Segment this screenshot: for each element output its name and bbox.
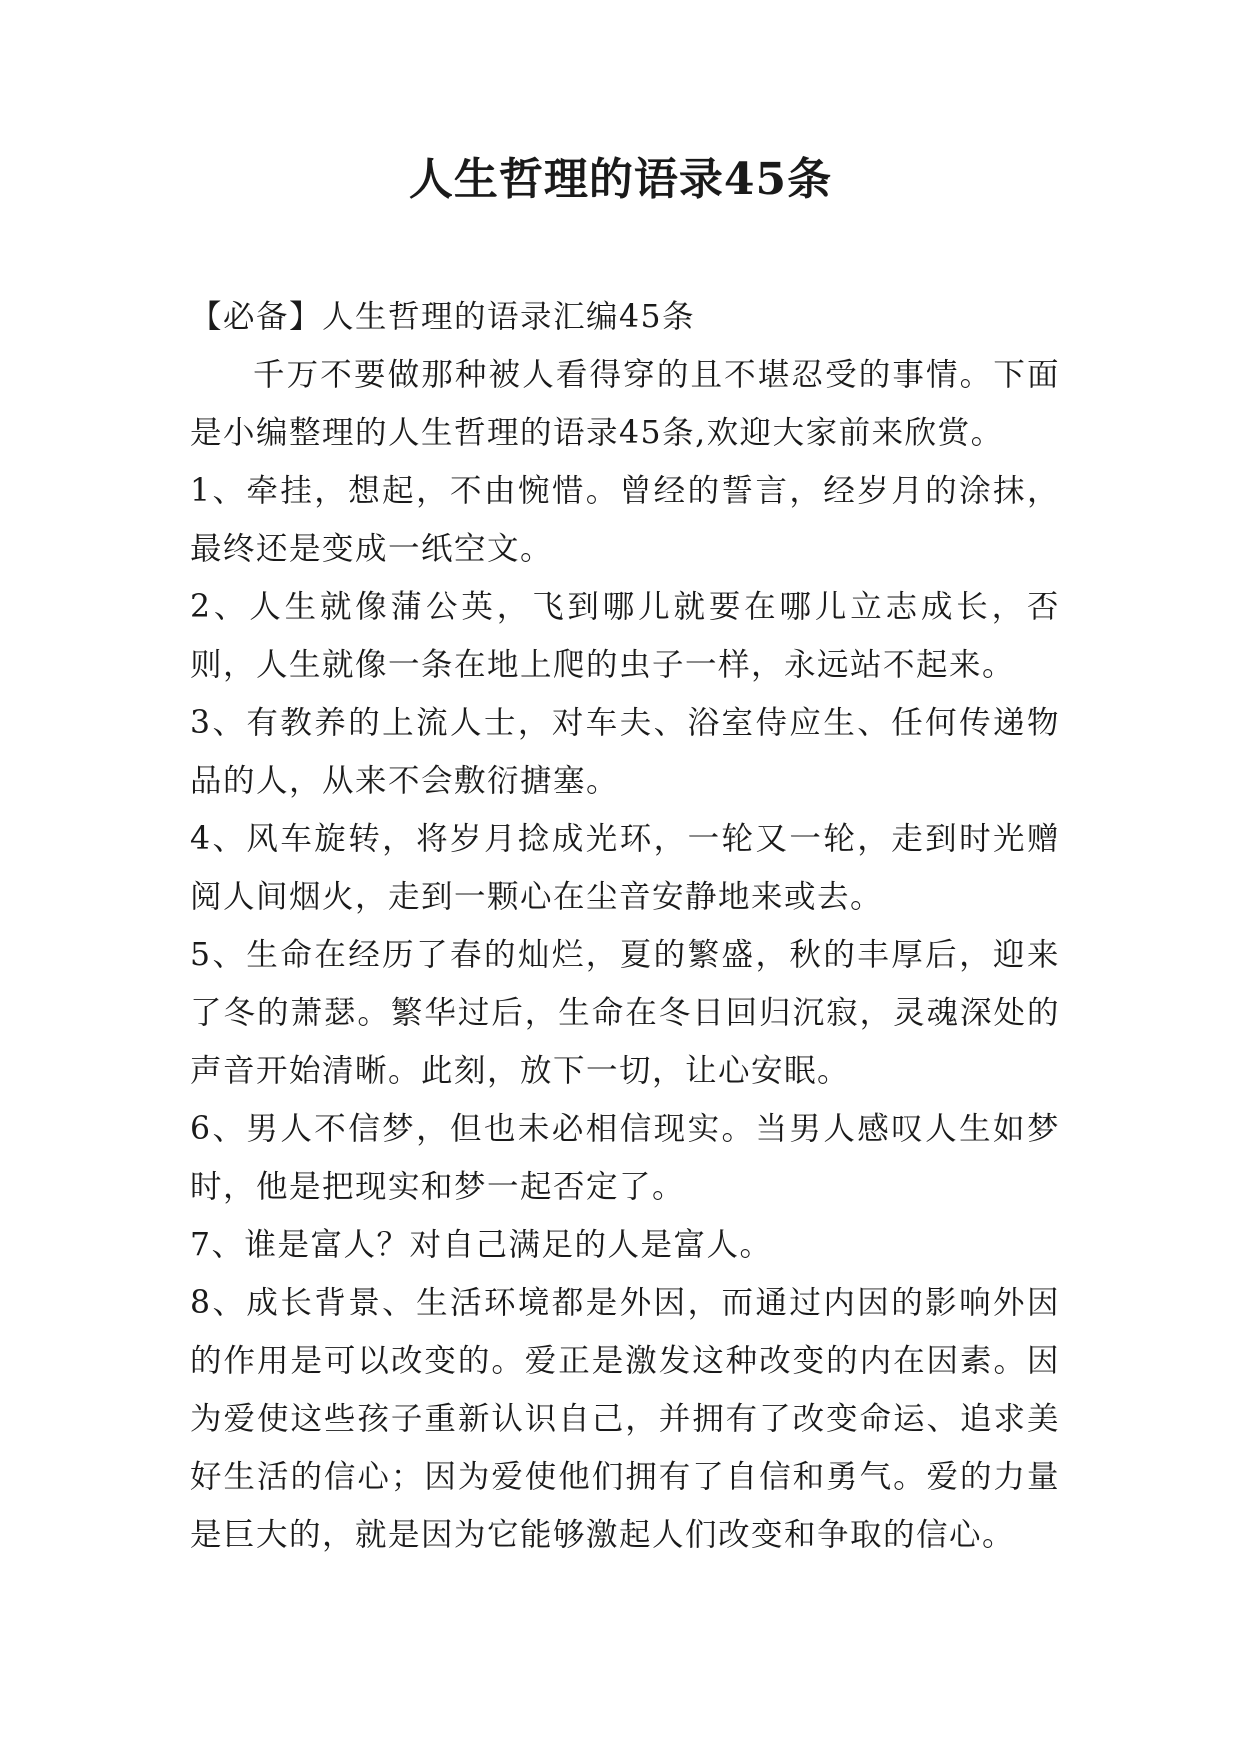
quote-item-5: 5、生命在经历了春的灿烂，夏的繁盛，秋的丰厚后，迎来了冬的萧瑟。繁华过后，生命在冬日回归沉寂，灵魂深处的声音开始清晰。此刻，放下一切，让心安眠。 — [190, 937, 1060, 1089]
quote-item-6: 6、男人不信梦，但也未必相信现实。当男人感叹人生如梦时，他是把现实和梦一起否定了。 — [190, 1111, 1060, 1205]
quote-item-4: 4、风车旋转，将岁月捻成光环，一轮又一轮，走到时光赠阅人间烟火，走到一颗心在尘音安静地来或去。 — [190, 821, 1060, 915]
quote-item-2: 2、人生就像蒲公英，飞到哪儿就要在哪儿立志成长，否则，人生就像一条在地上爬的虫子一样，永远站不起来。 — [190, 589, 1060, 683]
document-title: 人生哲理的语录45条 — [408, 154, 833, 205]
document-body — [190, 288, 1060, 1564]
quote-item-8: 8、成长背景、生活环境都是外因，而通过内因的影响外因的作用是可以改变的。爱正是激发这种改变的内在因素。因为爱使这些孩子重新认识自己，并拥有了改变命运、追求美好生活的信心；因为爱使他们拥有了自信和勇气。爱的力量是巨大的，就是因为它能够激起人们改变和争取的信心。 — [190, 1285, 1060, 1553]
document-subtitle: 【必备】人生哲理的语录汇编45条 — [190, 299, 696, 335]
quote-item-1: 1、牵挂，想起，不由惋惜。曾经的誓言，经岁月的涂抹，最终还是变成一纸空文。 — [190, 473, 1060, 567]
intro-paragraph: 千万不要做那种被人看得穿的且不堪忍受的事情。下面是小编整理的人生哲理的语录45条,欢迎大家前来欣赏。 — [190, 357, 1060, 451]
quote-item-3: 3、有教养的上流人士，对车夫、浴室侍应生、任何传递物品的人，从来不会敷衍搪塞。 — [190, 705, 1060, 799]
quote-item-7: 7、谁是富人？对自己满足的人是富人。 — [190, 1227, 773, 1263]
